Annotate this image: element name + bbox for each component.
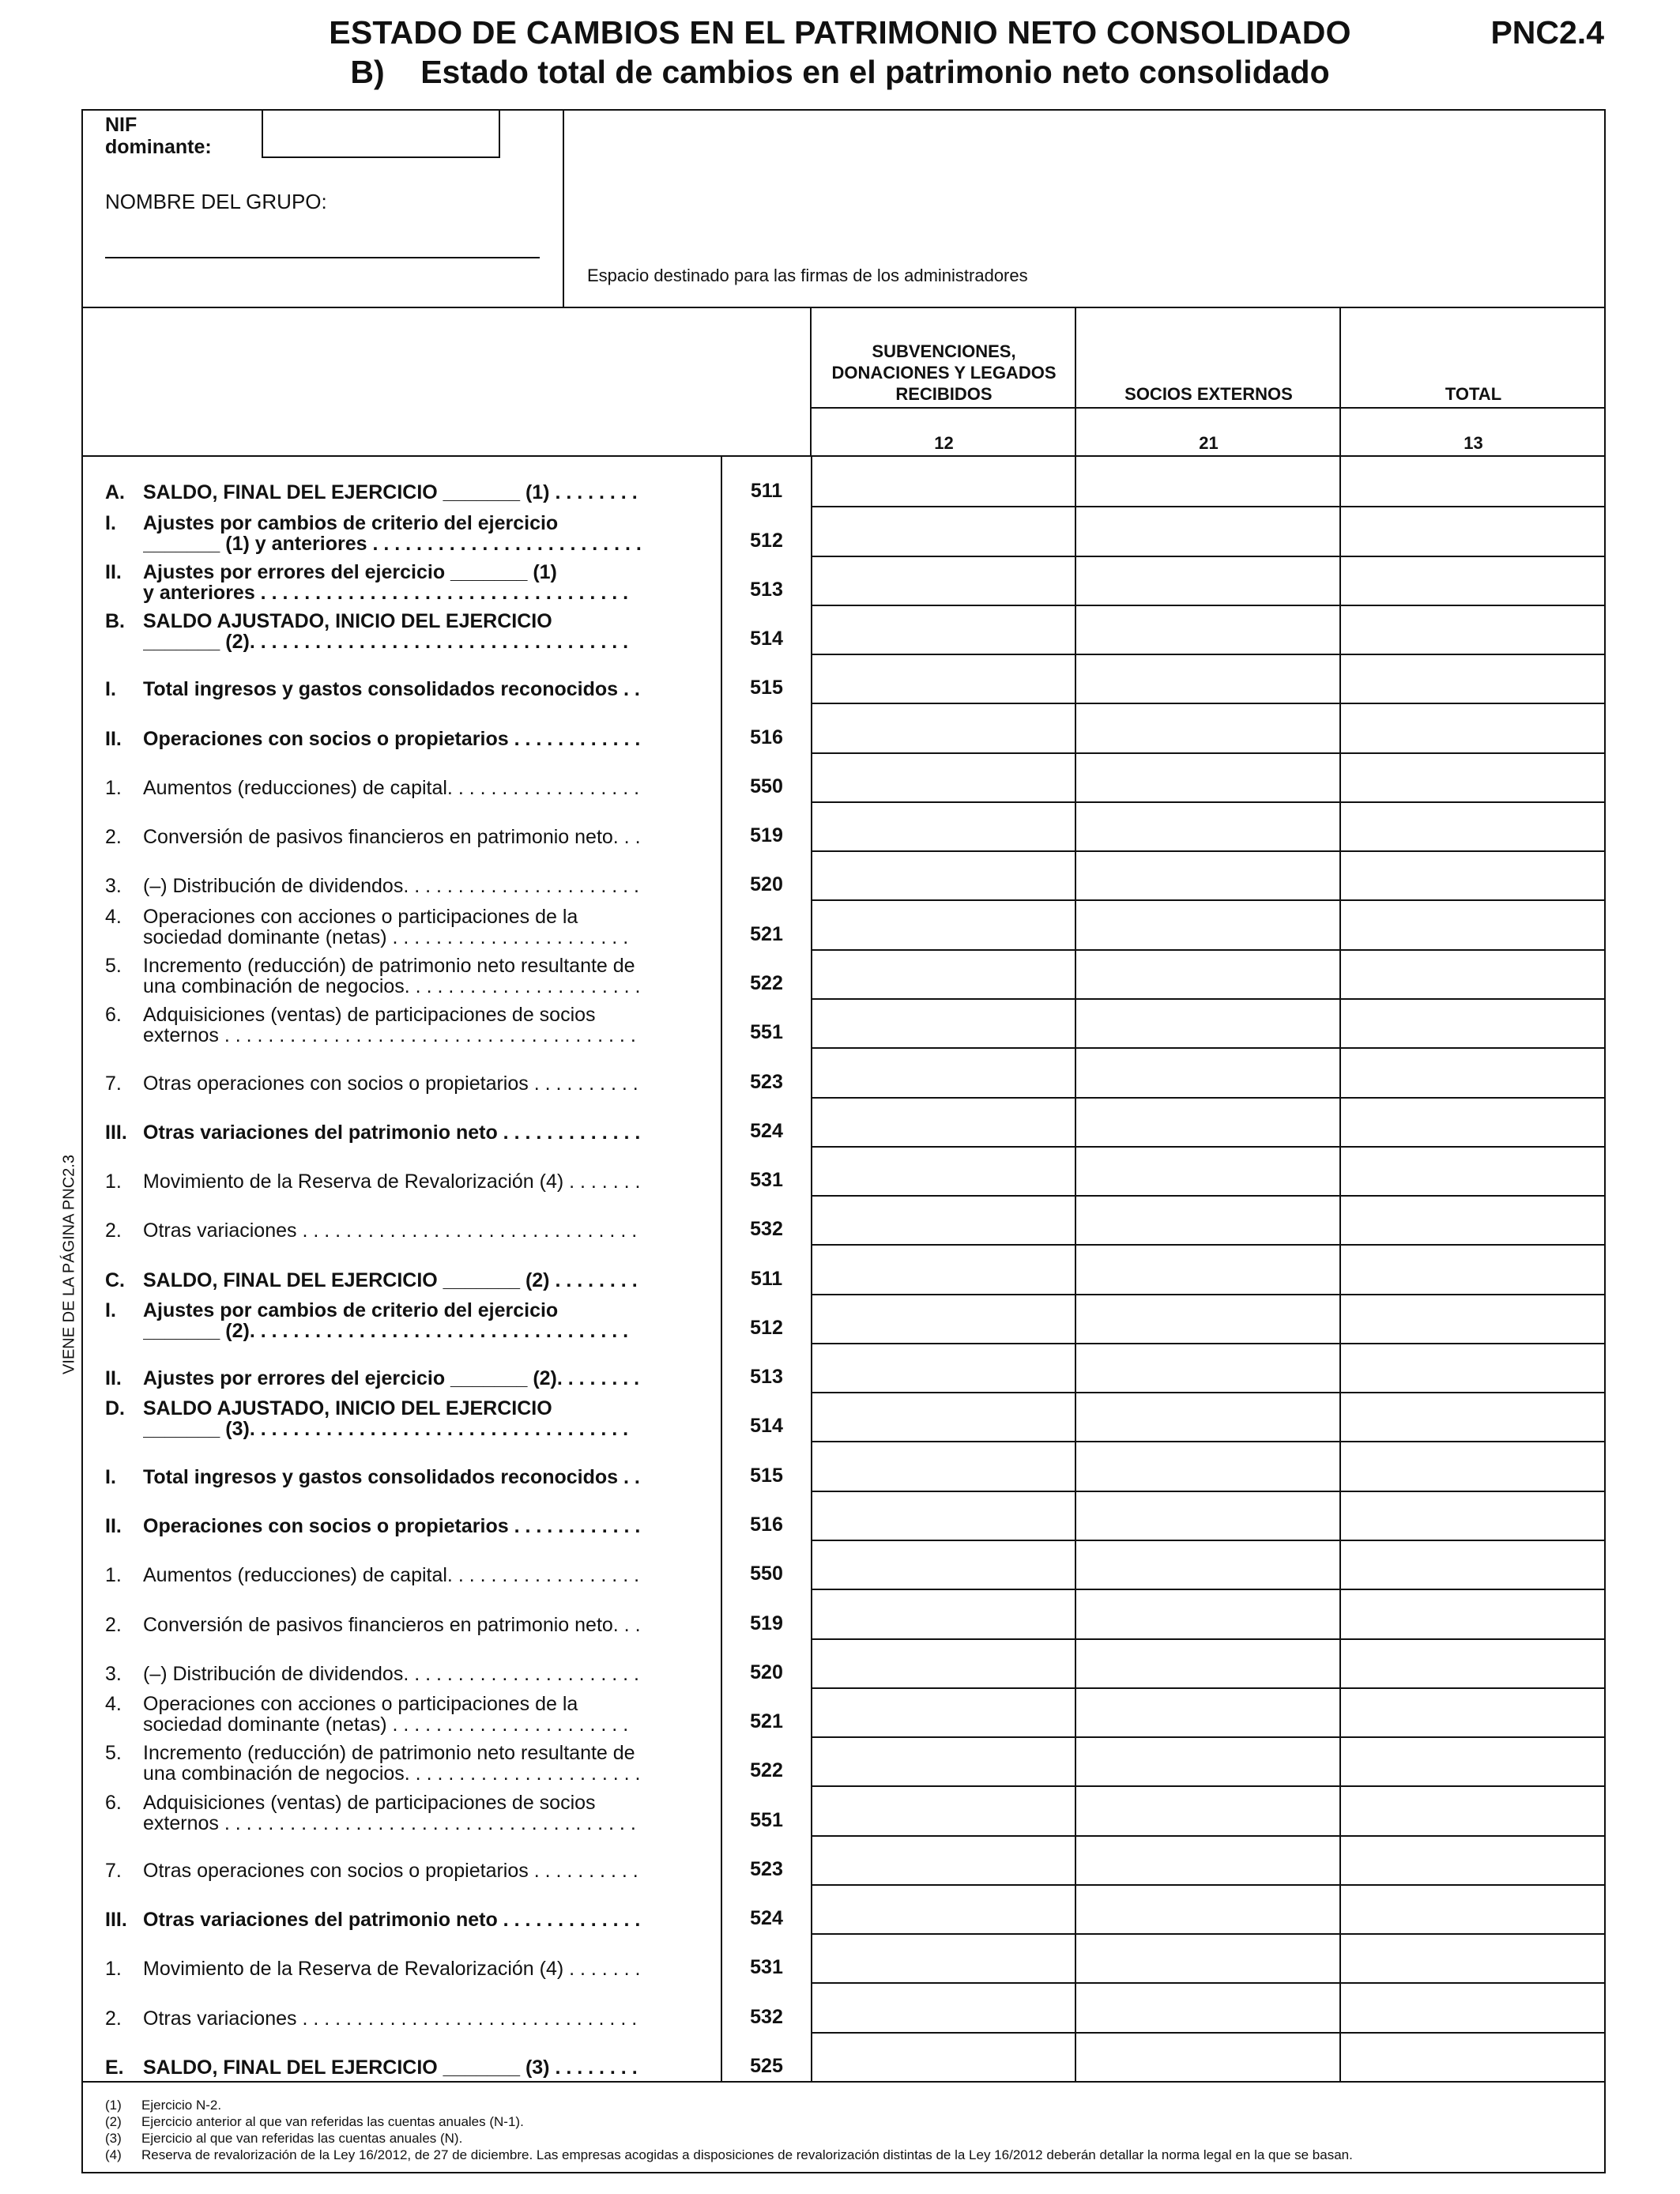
cell-subvenciones[interactable] [812, 1146, 1076, 1195]
cell-subvenciones[interactable] [812, 1441, 1076, 1490]
table-row [81, 1097, 1606, 1146]
row-label: Movimiento de la Reserva de Revalorización (4) . . . . . . . [143, 1958, 641, 1980]
form-subtitle: B) Estado total de cambios en el patrimonio neto consolidado [350, 54, 1330, 90]
row-number: 5. [105, 1742, 122, 1765]
cell-socios-externos[interactable] [1076, 1933, 1341, 1982]
cell-subvenciones[interactable] [812, 556, 1076, 605]
cell-socios-externos[interactable] [1076, 1835, 1341, 1884]
cell-socios-externos[interactable] [1076, 605, 1341, 654]
row-number: 1. [105, 776, 122, 799]
row-code: 550 [750, 1563, 783, 1585]
cell-subvenciones[interactable] [812, 1392, 1076, 1441]
cell-total[interactable] [1341, 1294, 1606, 1343]
cell-total[interactable] [1341, 1343, 1606, 1392]
cell-total[interactable] [1341, 801, 1606, 850]
table-row [81, 556, 1606, 605]
cell-total[interactable] [1341, 1638, 1606, 1687]
row-number: 3. [105, 1662, 122, 1685]
table-row [81, 1294, 1606, 1343]
column-title-socios-externos: SOCIOS EXTERNOS [1124, 384, 1293, 404]
row-number: I. [105, 678, 116, 701]
row-label: Adquisiciones (ventas) de participaciones de socios externos . . . . . . . . . . . . . . . . . . . . . . . . . . . . . . . . . . . . . . [143, 1792, 636, 1834]
column-number-total: 13 [1463, 433, 1483, 453]
row-label: Movimiento de la Reserva de Revalorización (4) . . . . . . . [143, 1171, 641, 1193]
row-code: 520 [750, 873, 783, 896]
table-row [81, 998, 1606, 1047]
table-row [81, 1933, 1606, 1982]
cell-total[interactable] [1341, 2032, 1606, 2081]
cell-subvenciones[interactable] [812, 752, 1076, 801]
row-label: Operaciones con socios o propietarios . . . . . . . . . . . . [143, 728, 641, 749]
row-code: 516 [750, 726, 783, 748]
cell-total[interactable] [1341, 1146, 1606, 1195]
row-label: SALDO, FINAL DEL EJERCICIO _______ (2) . . . . . . . . [143, 1269, 638, 1291]
table-row [81, 1687, 1606, 1736]
row-number: 2. [105, 2007, 122, 2030]
cell-subvenciones[interactable] [812, 850, 1076, 899]
row-code: 531 [750, 1956, 783, 1979]
row-number: I. [105, 511, 116, 534]
cell-subvenciones[interactable] [812, 1638, 1076, 1687]
cell-socios-externos[interactable] [1076, 1343, 1341, 1392]
cell-subvenciones[interactable] [812, 1736, 1076, 1785]
table-row [81, 850, 1606, 899]
row-label: Otras variaciones del patrimonio neto . . . . . . . . . . . . . [143, 1122, 641, 1143]
row-code: 523 [750, 1070, 783, 1093]
side-note: VIENE DE LA PÁGINA PNC2.3 [60, 1155, 78, 1374]
footnote-text: Ejercicio N-2. [141, 2098, 222, 2113]
row-code: 513 [750, 578, 783, 601]
row-code: 514 [750, 1415, 783, 1438]
row-number: 4. [105, 905, 122, 928]
cell-total[interactable] [1341, 1244, 1606, 1293]
form-code: PNC2.4 [1490, 14, 1604, 51]
column-title-total: TOTAL [1445, 384, 1502, 404]
group-name-label: NOMBRE DEL GRUPO: [105, 190, 327, 213]
row-number: 1. [105, 1171, 122, 1193]
cell-subvenciones[interactable] [812, 654, 1076, 703]
table-row [81, 1884, 1606, 1933]
row-code: 511 [750, 1267, 783, 1290]
row-code: 524 [750, 1907, 783, 1930]
column-title-subvenciones: SUBVENCIONES, DONACIONES Y LEGADOS RECIBIDOS [831, 341, 1057, 404]
cell-subvenciones[interactable] [812, 703, 1076, 752]
table-row [81, 457, 1606, 506]
cell-total[interactable] [1341, 1736, 1606, 1785]
nif-label: NIF dominante: [105, 114, 212, 158]
row-number: II. [105, 1514, 122, 1537]
table-row [81, 1343, 1606, 1392]
table-row [81, 1589, 1606, 1638]
form-header [81, 109, 1606, 308]
cell-socios-externos[interactable] [1076, 949, 1341, 998]
cell-socios-externos[interactable] [1076, 899, 1341, 948]
cell-subvenciones[interactable] [812, 1294, 1076, 1343]
cell-subvenciones[interactable] [812, 949, 1076, 998]
cell-socios-externos[interactable] [1076, 1884, 1341, 1933]
table-row [81, 1785, 1606, 1834]
cell-socios-externos[interactable] [1076, 1097, 1341, 1146]
row-number: 4. [105, 1693, 122, 1716]
row-code: 516 [750, 1513, 783, 1536]
cell-total[interactable] [1341, 752, 1606, 801]
row-number: A. [105, 481, 125, 504]
row-label: SALDO AJUSTADO, INICIO DEL EJERCICIO _______ (3). . . . . . . . . . . . . . . . . . . . . . . . . . . . . . . . . . . [143, 1398, 629, 1440]
row-code: 551 [750, 1021, 783, 1044]
table-row [81, 1244, 1606, 1293]
table-row [81, 703, 1606, 752]
cell-subvenciones[interactable] [812, 1589, 1076, 1638]
row-number: III. [105, 1121, 127, 1144]
row-number: II. [105, 560, 122, 583]
row-label: Incremento (reducción) de patrimonio neto resultante de una combinación de negocios. . . . . . . . . . . . . . . . . . . . . . [143, 1743, 641, 1785]
row-label: SALDO, FINAL DEL EJERCICIO _______ (1) . . . . . . . . [143, 482, 638, 503]
footnote [105, 2097, 1606, 2113]
row-label: Operaciones con socios o propietarios . . . . . . . . . . . . [143, 1515, 641, 1536]
row-number: 6. [105, 1791, 122, 1814]
cell-subvenciones[interactable] [812, 1097, 1076, 1146]
row-number: E. [105, 2056, 124, 2079]
table-row [81, 1736, 1606, 1785]
cell-total[interactable] [1341, 1491, 1606, 1540]
row-number: C. [105, 1269, 125, 1291]
row-code: 532 [750, 2005, 783, 2028]
row-label: Otras operaciones con socios o propietarios . . . . . . . . . . [143, 1860, 638, 1881]
row-label: Total ingresos y gastos consolidados reconocidos . . [143, 1466, 640, 1487]
cell-total[interactable] [1341, 998, 1606, 1047]
footnote-text: Reserva de revalorización de la Ley 16/2012, de 27 de diciembre. Las empresas acogidas a disposiciones de revalorización distintas de la Ley 16/2012 deberán detallar la norma legal en la que se basan. [141, 2147, 1353, 2162]
table-row [81, 1195, 1606, 1244]
row-number: 2. [105, 1220, 122, 1242]
table-row [81, 1835, 1606, 1884]
cell-subvenciones[interactable] [812, 998, 1076, 1047]
cell-total[interactable] [1341, 1589, 1606, 1638]
row-label: Total ingresos y gastos consolidados reconocidos . . [143, 679, 640, 700]
row-number: III. [105, 1909, 127, 1932]
row-label: (–) Distribución de dividendos. . . . . . . . . . . . . . . . . . . . . . [143, 1663, 640, 1684]
row-label: Incremento (reducción) de patrimonio neto resultante de una combinación de negocios. . . . . . . . . . . . . . . . . . . . . . [143, 955, 641, 997]
cell-socios-externos[interactable] [1076, 1195, 1341, 1244]
row-label: Adquisiciones (ventas) de participaciones de socios externos . . . . . . . . . . . . . . . . . . . . . . . . . . . . . . . . . . . . . . [143, 1005, 636, 1046]
cell-total[interactable] [1341, 1540, 1606, 1589]
footnote-key: (1) [105, 2098, 122, 2113]
cell-socios-externos[interactable] [1076, 1441, 1341, 1490]
cell-subvenciones[interactable] [812, 1982, 1076, 2031]
cell-total[interactable] [1341, 1392, 1606, 1441]
row-code: 512 [750, 1316, 783, 1339]
footnote [105, 2130, 1606, 2147]
cell-socios-externos[interactable] [1076, 556, 1341, 605]
cell-subvenciones[interactable] [812, 1195, 1076, 1244]
cell-subvenciones[interactable] [812, 506, 1076, 555]
cell-total[interactable] [1341, 1884, 1606, 1933]
table-row [81, 752, 1606, 801]
footnote [105, 2113, 1606, 2130]
row-label: Conversión de pasivos financieros en patrimonio neto. . . [143, 1614, 641, 1635]
header-divider [563, 109, 564, 307]
table-row [81, 1392, 1606, 1441]
cell-total[interactable] [1341, 457, 1606, 506]
cell-socios-externos[interactable] [1076, 1982, 1341, 2031]
cell-total[interactable] [1341, 1687, 1606, 1736]
row-code: 523 [750, 1857, 783, 1880]
cell-subvenciones[interactable] [812, 1687, 1076, 1736]
cell-subvenciones[interactable] [812, 801, 1076, 850]
cell-subvenciones[interactable] [812, 1343, 1076, 1392]
cell-total[interactable] [1341, 899, 1606, 948]
footnotes [81, 2081, 1606, 2173]
row-label: Ajustes por errores del ejercicio _______ (2). . . . . . . . [143, 1368, 640, 1389]
cell-socios-externos[interactable] [1076, 801, 1341, 850]
cell-socios-externos[interactable] [1076, 1589, 1341, 1638]
table-row [81, 1146, 1606, 1195]
row-code: 511 [750, 480, 783, 503]
column-number-socios-externos: 21 [1199, 433, 1219, 453]
footnote-text: Ejercicio anterior al que van referidas las cuentas anuales (N-1). [141, 2114, 524, 2129]
footnote-key: (3) [105, 2131, 122, 2146]
table-row [81, 899, 1606, 948]
cell-total[interactable] [1341, 506, 1606, 555]
cell-socios-externos[interactable] [1076, 1491, 1341, 1540]
row-number: II. [105, 1367, 122, 1390]
row-number: 1. [105, 1958, 122, 1981]
cell-subvenciones[interactable] [812, 899, 1076, 948]
row-number: 5. [105, 954, 122, 977]
table-row [81, 801, 1606, 850]
footnote-key: (2) [105, 2114, 122, 2129]
cell-total[interactable] [1341, 850, 1606, 899]
cell-socios-externos[interactable] [1076, 1638, 1341, 1687]
row-number: 6. [105, 1004, 122, 1027]
cell-total[interactable] [1341, 949, 1606, 998]
row-label: (–) Distribución de dividendos. . . . . . . . . . . . . . . . . . . . . . [143, 876, 640, 897]
row-code: 512 [750, 529, 783, 552]
row-number: 7. [105, 1072, 122, 1095]
row-code: 515 [750, 1464, 783, 1487]
cell-socios-externos[interactable] [1076, 1047, 1341, 1096]
cell-total[interactable] [1341, 1785, 1606, 1834]
row-label: SALDO AJUSTADO, INICIO DEL EJERCICIO _______ (2). . . . . . . . . . . . . . . . . . . . . . . . . . . . . . . . . . . [143, 611, 629, 653]
cell-subvenciones[interactable] [812, 1244, 1076, 1293]
cell-subvenciones[interactable] [812, 1933, 1076, 1982]
cell-subvenciones[interactable] [812, 1785, 1076, 1834]
cell-subvenciones[interactable] [812, 1047, 1076, 1096]
cell-total[interactable] [1341, 1195, 1606, 1244]
row-number: I. [105, 1299, 116, 1321]
footnote-key: (4) [105, 2147, 122, 2162]
table-row [81, 1638, 1606, 1687]
row-number: 3. [105, 875, 122, 898]
row-number: I. [105, 1465, 116, 1488]
row-code: 514 [750, 628, 783, 650]
cell-socios-externos[interactable] [1076, 506, 1341, 555]
row-label: Operaciones con acciones o participaciones de la sociedad dominante (netas) . . . . . . . . . . . . . . . . . . . . . . [143, 906, 629, 948]
row-label: Otras variaciones . . . . . . . . . . . . . . . . . . . . . . . . . . . . . . . [143, 2007, 638, 2029]
cell-subvenciones[interactable] [812, 1835, 1076, 1884]
cell-socios-externos[interactable] [1076, 850, 1341, 899]
row-number: 1. [105, 1564, 122, 1587]
table-row [81, 1982, 1606, 2031]
table-row [81, 605, 1606, 654]
nif-input[interactable] [262, 109, 500, 158]
row-number: II. [105, 727, 122, 750]
cell-subvenciones[interactable] [812, 457, 1076, 506]
cell-total[interactable] [1341, 1835, 1606, 1884]
row-code: 531 [750, 1169, 783, 1192]
cell-total[interactable] [1341, 1933, 1606, 1982]
cell-total[interactable] [1341, 1097, 1606, 1146]
row-label: Ajustes por cambios de criterio del ejercicio _______ (2). . . . . . . . . . . . . . . . . . . . . . . . . . . . . . . . . . . [143, 1299, 629, 1341]
form-title: ESTADO DE CAMBIOS EN EL PATRIMONIO NETO CONSOLIDADO [329, 14, 1351, 51]
row-code: 550 [750, 775, 783, 797]
row-label: Otras operaciones con socios o propietarios . . . . . . . . . . [143, 1072, 638, 1094]
row-code: 521 [750, 1710, 783, 1733]
signatures-area-label: Espacio destinado para las firmas de los administradores [587, 266, 1028, 285]
group-name-input[interactable] [105, 257, 540, 258]
row-code: 519 [750, 824, 783, 847]
cell-socios-externos[interactable] [1076, 998, 1341, 1047]
table-row [81, 2032, 1606, 2081]
cell-subvenciones[interactable] [812, 1884, 1076, 1933]
cell-socios-externos[interactable] [1076, 752, 1341, 801]
cell-socios-externos[interactable] [1076, 1736, 1341, 1785]
table-row [81, 1441, 1606, 1490]
cell-subvenciones[interactable] [812, 1491, 1076, 1540]
cell-socios-externos[interactable] [1076, 2032, 1341, 2081]
row-code: 525 [750, 2054, 783, 2077]
row-label: Ajustes por cambios de criterio del ejercicio _______ (1) y anteriores . . . . . . . . . . . . . . . . . . . . . . . . . [143, 512, 642, 554]
cell-subvenciones[interactable] [812, 605, 1076, 654]
column-number-divider [812, 407, 1606, 409]
cell-subvenciones[interactable] [812, 2032, 1076, 2081]
row-number: 2. [105, 826, 122, 849]
row-code: 524 [750, 1119, 783, 1142]
cell-socios-externos[interactable] [1076, 1294, 1341, 1343]
cell-socios-externos[interactable] [1076, 654, 1341, 703]
table-row [81, 1047, 1606, 1096]
cell-subvenciones[interactable] [812, 1540, 1076, 1589]
cell-total[interactable] [1341, 1441, 1606, 1490]
row-label: Aumentos (reducciones) de capital. . . . . . . . . . . . . . . . . . [143, 777, 640, 798]
row-code: 519 [750, 1612, 783, 1634]
table-row [81, 654, 1606, 703]
cell-socios-externos[interactable] [1076, 1785, 1341, 1834]
row-number: D. [105, 1397, 125, 1420]
row-code: 522 [750, 971, 783, 994]
row-code: 521 [750, 922, 783, 945]
row-label: Otras variaciones . . . . . . . . . . . . . . . . . . . . . . . . . . . . . . . [143, 1220, 638, 1242]
table-row [81, 949, 1606, 998]
table-row [81, 1540, 1606, 1589]
cell-total[interactable] [1341, 1982, 1606, 2031]
cell-socios-externos[interactable] [1076, 1392, 1341, 1441]
row-code: 513 [750, 1366, 783, 1389]
column-number-subvenciones: 12 [934, 433, 954, 453]
row-label: Operaciones con acciones o participaciones de la sociedad dominante (netas) . . . . . . . . . . . . . . . . . . . . . . [143, 1694, 629, 1736]
table-row [81, 506, 1606, 555]
cell-socios-externos[interactable] [1076, 1244, 1341, 1293]
row-number: 2. [105, 1613, 122, 1636]
row-label: Otras variaciones del patrimonio neto . . . . . . . . . . . . . [143, 1909, 641, 1931]
cell-socios-externos[interactable] [1076, 457, 1341, 506]
cell-socios-externos[interactable] [1076, 1687, 1341, 1736]
row-number: 7. [105, 1859, 122, 1882]
row-code: 520 [750, 1661, 783, 1683]
row-number: B. [105, 610, 125, 633]
footnote [105, 2147, 1606, 2163]
cell-total[interactable] [1341, 605, 1606, 654]
table-row [81, 1491, 1606, 1540]
row-code: 515 [750, 677, 783, 699]
cell-total[interactable] [1341, 556, 1606, 605]
cell-socios-externos[interactable] [1076, 1540, 1341, 1589]
row-label: Aumentos (reducciones) de capital. . . . . . . . . . . . . . . . . . [143, 1565, 640, 1586]
cell-socios-externos[interactable] [1076, 1146, 1341, 1195]
cell-socios-externos[interactable] [1076, 703, 1341, 752]
cell-total[interactable] [1341, 654, 1606, 703]
footnote-text: Ejercicio al que van referidas las cuentas anuales (N). [141, 2131, 463, 2146]
row-code: 551 [750, 1808, 783, 1831]
column-header [81, 308, 1606, 457]
row-label: Conversión de pasivos financieros en patrimonio neto. . . [143, 827, 641, 848]
cell-total[interactable] [1341, 1047, 1606, 1096]
row-label: SALDO, FINAL DEL EJERCICIO _______ (3) . . . . . . . . [143, 2056, 638, 2078]
row-label: Ajustes por errores del ejercicio _______ (1) y anteriores . . . . . . . . . . . . . . . . . . . . . . . . . . . . . . . . . . [143, 561, 629, 603]
cell-total[interactable] [1341, 703, 1606, 752]
row-code: 532 [750, 1218, 783, 1241]
row-code: 522 [750, 1759, 783, 1782]
